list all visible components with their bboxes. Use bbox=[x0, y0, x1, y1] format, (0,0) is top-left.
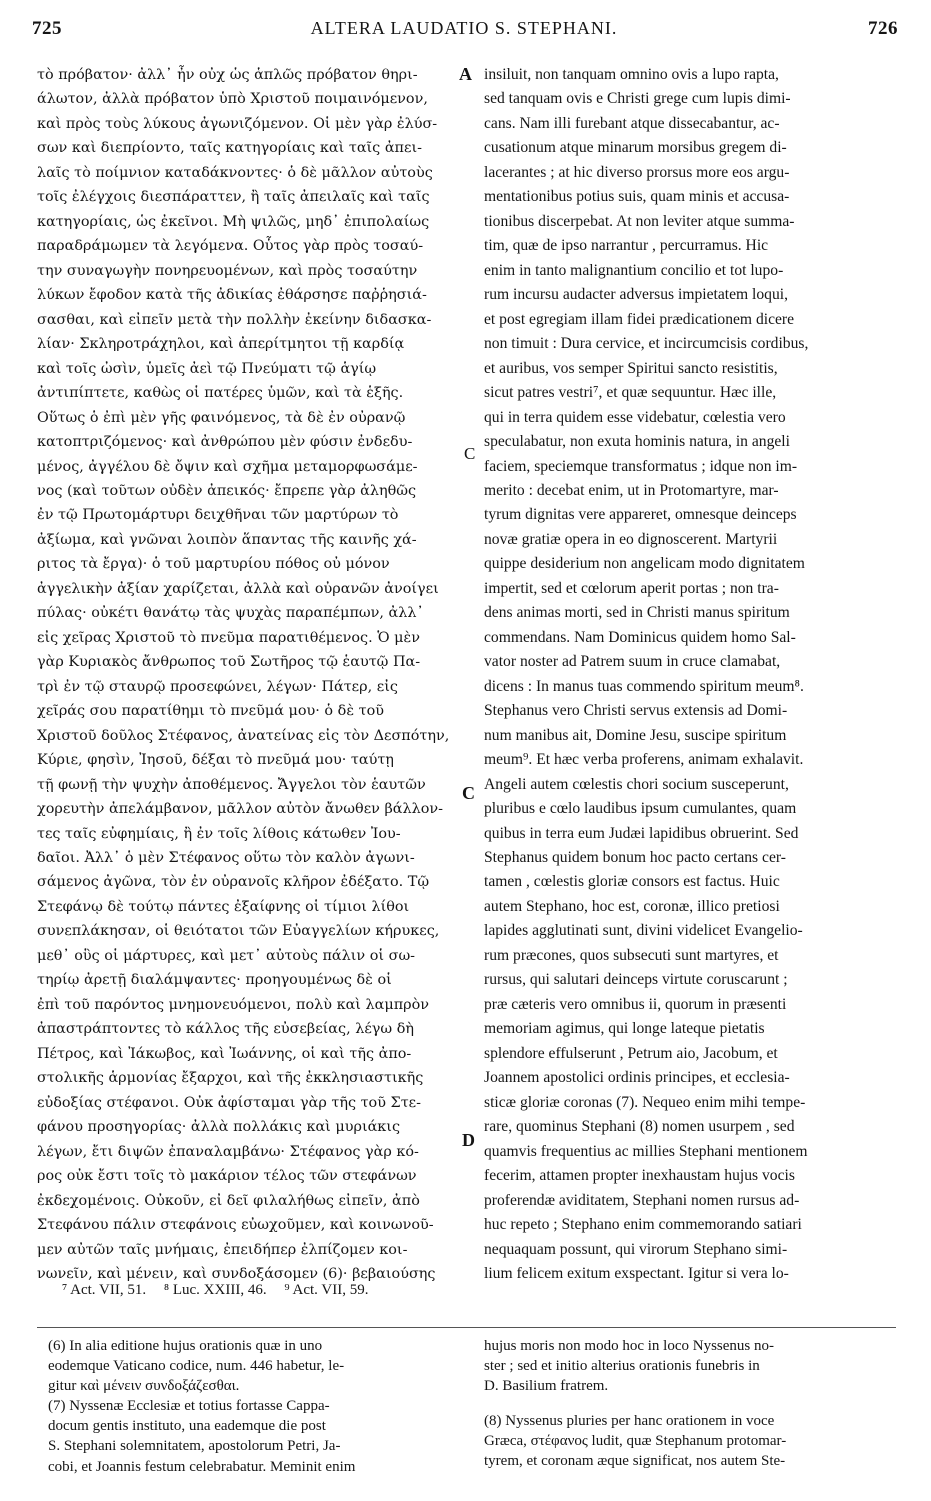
footnotes-right bbox=[484, 1411, 896, 1471]
greek-text-line: παραδράμωμεν τὰ λεγόμενα. Οὗτος γὰρ πρὸς τοσαύ- bbox=[37, 238, 424, 255]
latin-text-line: lium felicem exitum exspectant. Igitur si vera lo- bbox=[484, 1264, 789, 1282]
latin-text-line: rare, quominus Stephani (8) nomen usurpem , sed bbox=[484, 1118, 795, 1136]
greek-text-line: λαῖς τὸ ποίμνιον καταδάκνοντες· ὁ δὲ μᾶλλον αὐτοὺς bbox=[37, 164, 433, 181]
running-title: ALTERA LAUDATIO S. STEPHANI. bbox=[310, 18, 618, 38]
greek-text-line: χεῖράς σου παρατίθημι τὸ πνεῦμά μου· ὁ δὲ τοῦ bbox=[37, 703, 384, 720]
greek-text-line: ἀγγελικὴν ἀξίαν χαρίζεται, ἀλλὰ καὶ οὐρανῶν ἀνοίγει bbox=[37, 580, 439, 597]
latin-text-line: meum⁹. Et hæc verba proferens, animam exhalavit. bbox=[484, 751, 804, 769]
page-number-right: 726 bbox=[868, 18, 898, 39]
greek-text-line: ἐπὶ τοῦ παρόντος μνημονευόμενοι, πολὺ καὶ λαμπρὸν bbox=[37, 996, 430, 1013]
scripture-ref: ⁸ Luc. XXIII, 46. bbox=[163, 1282, 267, 1298]
latin-text-line: lacerantes ; at hic diverso prorsus more eos argu- bbox=[484, 163, 790, 181]
latin-text-line: merito : decebat enim, ut in Protomartyre, mar- bbox=[484, 481, 779, 499]
latin-text-line: insiluit, non tanquam omnino ovis a lupo rapta, bbox=[484, 66, 779, 83]
margin-marker-c-small: C bbox=[464, 444, 476, 463]
greek-text-line: Στεφάνῳ δὲ τούτῳ πάντες ἐξαίφνης οἱ τίμιοι λίθοι bbox=[37, 898, 410, 915]
latin-text-line: præ cæteris vero omnibus ii, quorum in præsenti bbox=[484, 995, 787, 1013]
footnote-line: tyrem, et coronam æque significat, nos autem Ste- bbox=[484, 1453, 786, 1470]
latin-text-line: vator noster ad Patrem suum in cruce clamabat, bbox=[484, 653, 781, 671]
footnote-line: (7) Nyssenæ Ecclesiæ et totius fortasse Cappa- bbox=[48, 1398, 330, 1415]
latin-text-line: rum præcones, quos subsecuti sunt martyres, et bbox=[484, 946, 779, 964]
greek-text-line: σάμενος ἀγῶνα, τὸν ἐν οὐρανοῖς κλῆρον ἐδέξατο. Τῷ bbox=[37, 874, 430, 891]
latin-text-line: Joannem apostolici ordinis principes, et ecclesia- bbox=[484, 1069, 790, 1087]
latin-text-line: quibus in terra eum Judæi lapidibus obruerint. Sed bbox=[484, 824, 799, 842]
latin-text-line: fecerim, attamen propter inexhaustam hujus vocis bbox=[484, 1167, 795, 1185]
latin-text-line: novæ gratiæ opera in eo dignoscerent. Martyrii bbox=[484, 530, 778, 548]
greek-text-line: τρὶ ἐν τῷ σταυρῷ προσεφώνει, λέγων· Πάτερ, εἰς bbox=[37, 678, 398, 695]
footnote-line: S. Stephani solemnitatem, apostolorum Petri, Ja- bbox=[48, 1438, 341, 1455]
greek-text-line: ἀντιπίπτετε, καθὼς οἱ πατέρες ὑμῶν, καὶ τὰ ἑξῆς. bbox=[37, 385, 404, 402]
greek-text-line: κατοπτριζόμενος· καὶ ἀνθρώπου μὲν φύσιν ἐνδεδυ- bbox=[37, 434, 413, 451]
greek-text-line: Οὕτως ὁ ἐπὶ μὲν γῆς φαινόμενος, τὰ δὲ ἐν οὐρανῷ bbox=[37, 409, 406, 426]
latin-text-column bbox=[484, 63, 896, 1286]
greek-text-line: ἐν τῷ Πρωτομάρτυρι δειχθῆναι τῶν μαρτύρων τὸ bbox=[37, 507, 399, 524]
greek-text-line: στολικῆς ἁρμονίας ἔξαρχοι, καὶ τῆς ἐκκλησιαστικῆς bbox=[37, 1070, 424, 1087]
latin-text-line: huc repeto ; Stephano enim commemorando satiari bbox=[484, 1216, 802, 1234]
greek-text-line: ρος οὐκ ἔστι τοῖς τὸ μακάριον τέλος τῶν στεφάνων bbox=[37, 1168, 417, 1185]
latin-text-line: lapides agglutinati sunt, divini videlicet Evangelio- bbox=[484, 922, 803, 940]
greek-text-line: συνεπλάκησαν, οἱ θειότατοι τῶν Εὐαγγελίων κήρυκες, bbox=[37, 923, 440, 940]
greek-text-line: φάνου προσηγορίας· ἀλλὰ πολλάκις καὶ μυριάκις bbox=[37, 1119, 400, 1136]
greek-text-line: τηρίῳ ἀρετῇ διαλάμψαντες· προηγουμένως δὲ οἱ bbox=[37, 972, 392, 989]
greek-text-column bbox=[37, 63, 467, 1286]
greek-text-line: νωνεῖν, καὶ μένειν, καὶ συνδοξάσομεν (6)· βεβαιούσης bbox=[37, 1265, 436, 1282]
latin-text-line: et post egregiam illam fidei prædicationem dicere bbox=[484, 310, 795, 328]
latin-text-line: sed tanquam ovis e Christi grege cum lupis dimi- bbox=[484, 90, 791, 108]
latin-text-line: impertit, sed et cœlorum aperit portas ; non tra- bbox=[484, 579, 779, 597]
latin-text-line: non timuit : Dura cervice, et incircumcisis cordibus, bbox=[484, 335, 809, 353]
latin-text-line: pluribus e cœlo laudibus ipsum cumulantes, quam bbox=[484, 800, 797, 818]
greek-text-line: Στεφάνου πάλιν στεφάνοις εὐωχοῦμεν, καὶ κοινωνοῦ- bbox=[37, 1217, 434, 1234]
greek-text-line: Χριστοῦ δοῦλος Στέφανος, ἀνατείνας εἰς τὸν Δεσπότην, bbox=[37, 727, 450, 744]
greek-text-line: τες ταῖς εὐφημίαις, ἢ ἐν τοῖς λίθοις κάτωθεν Ἰου- bbox=[37, 825, 401, 842]
greek-text-line: άλωτον, ἀλλὰ πρόβατον ὑπὸ Χριστοῦ ποιμαινόμενον, bbox=[37, 91, 428, 108]
latin-text-line: rursus, qui salutari deinceps virtute coruscarunt ; bbox=[484, 971, 788, 989]
latin-text-line: Angeli autem cœlestis chori socium susceperunt, bbox=[484, 775, 789, 793]
greek-text-line: καὶ πρὸς τοὺς λύκους ἀγωνιζόμενον. Οἱ μὲν γὰρ ἐλύσ- bbox=[37, 115, 438, 132]
latin-text-line: splendore effulserunt , Petrum aio, Jacobum, et bbox=[484, 1044, 778, 1062]
greek-text-line: μένος, ἀγγέλου δὲ ὄψιν καὶ σχῆμα μεταμορφωσάμε- bbox=[37, 458, 418, 475]
footnote-line: (8) Nyssenus pluries per hanc orationem in voce bbox=[484, 1413, 775, 1429]
greek-text-line: Πέτρος, καὶ Ἰάκωβος, καὶ Ἰωάννης, οἱ καὶ τῆς ἀπο- bbox=[37, 1045, 412, 1062]
footnotes-right-continuation bbox=[484, 1336, 896, 1396]
footnote-line: docum gentis instituto, una eademque die post bbox=[48, 1418, 326, 1435]
greek-text-line: ἀπαστράπτοντες τὸ κάλλος τῆς εὐσεβείας, λέγω δὴ bbox=[37, 1021, 415, 1038]
scripture-ref: ⁹ Act. VII, 59. bbox=[284, 1282, 369, 1298]
latin-text-line: proferendæ aviditatem, Stephani nomen rursus ad- bbox=[484, 1191, 800, 1209]
greek-text-line: την συναγωγὴν πονηρευομένων, καὶ πρὸς τοσαύτην bbox=[37, 262, 418, 279]
latin-text-line: Stephanus quidem bonum hoc pacto certans cer- bbox=[484, 849, 786, 866]
latin-text-line: dicens : In manus tuas commendo spiritum meum⁸. bbox=[484, 677, 804, 695]
greek-text-line: εἰς χεῖρας Χριστοῦ τὸ πνεῦμα παρατιθέμενος. Ὁ μὲν bbox=[37, 629, 421, 646]
greek-text-line: λέγων, ἔτι διψῶν ἐπαναλαμβάνω· Στέφανος γὰρ κό- bbox=[37, 1143, 419, 1160]
footnote-line: (6) In alia editione hujus orationis quæ in uno bbox=[48, 1338, 323, 1354]
latin-text-line: rum incursu audacter adversus impietatem loqui, bbox=[484, 286, 788, 304]
latin-text-line: num manibus ait, Domine Jesu, suscipe spiritum bbox=[484, 726, 787, 744]
latin-text-line: enim in tanto malignantium concilio et tot lupo- bbox=[484, 261, 784, 279]
latin-text-line: qui in terra quidem esse videbatur, cœlestia vero bbox=[484, 408, 786, 426]
margin-marker-c: C bbox=[462, 783, 475, 803]
latin-text-line: autem Stephano, hoc est, coronæ, illico pretiosi bbox=[484, 897, 780, 915]
greek-text-line: μεν αὐτῶν ταῖς μνήμαις, ἐπειδήπερ ἐλπίζομεν κοι- bbox=[37, 1241, 408, 1258]
greek-text-line: νος (καὶ τοῦτων οὐδὲν ἀπεικός· ἔπρεπε γὰρ ἀληθῶς bbox=[37, 482, 417, 499]
footnote-line: Græca, στέφανος ludit, quæ Stephanum protomar- bbox=[484, 1433, 787, 1450]
scripture-ref: ⁷ Act. VII, 51. bbox=[62, 1282, 147, 1298]
latin-text-line: dens animas morti, sed in Christi manus spiritum bbox=[484, 604, 790, 622]
latin-text-line: commendans. Nam Dominicus quidem homo Sal- bbox=[484, 628, 796, 646]
greek-text-line: καὶ τοῖς ὠσὶν, ὑμεῖς ἀεὶ τῷ Πνεύματι τῷ ἁγίῳ bbox=[37, 360, 377, 377]
latin-text-line: speculabatur, non exuta hominis natura, in angeli bbox=[484, 433, 790, 451]
latin-text-line: sticæ gloriæ coronas (7). Nequeo enim mihi tempe- bbox=[484, 1093, 806, 1111]
latin-text-line: tionibus discerpebat. At non leviter atque summa- bbox=[484, 212, 795, 230]
latin-text-line: quippe desiderium non angelicam modo dignitatem bbox=[484, 555, 805, 573]
margin-marker-a: A bbox=[459, 64, 472, 84]
greek-text-line: δαῖοι. Ἀλλ᾽ ὁ μὲν Στέφανος οὕτω τὸν καλὸν ἀγωνι- bbox=[37, 850, 415, 866]
greek-text-line: μεθ᾽ οὓς οἱ μάρτυρες, καὶ μετ᾽ αὐτοὺς πάλιν οἱ σω- bbox=[37, 947, 416, 964]
greek-text-line: κατηγορίαις, ὡς ἐκεῖνοι. Μὴ ψιλῶς, μηδ᾽ ἐπιπολαίως bbox=[37, 213, 430, 230]
footnote-line: hujus moris non modo hoc in loco Nyssenus no- bbox=[484, 1338, 774, 1354]
greek-text-line: πύλας· οὐκέτι θανάτῳ τὰς ψυχὰς παραπέμπων, ἀλλ᾽ bbox=[37, 605, 424, 622]
greek-text-line: ἀξίωμα, καὶ γνῶναι λοιπὸν ἅπαντας τῆς καινῆς χά- bbox=[37, 531, 417, 548]
latin-text-line: sicut patres vestri⁷, et quæ sequuntur. Hæc ille, bbox=[484, 384, 777, 402]
latin-text-line: mentationibus potius suis, quam minis et accusa- bbox=[484, 188, 790, 206]
latin-text-line: et auribus, vos semper Spiritui sancto resistitis, bbox=[484, 359, 778, 377]
latin-text-line: tim, quæ de ipso narrantur , percurramus. Hic bbox=[484, 237, 769, 255]
footnote-line: ster ; sed et initio alterius orationis funebris in bbox=[484, 1358, 760, 1375]
scripture-references bbox=[62, 1282, 382, 1299]
latin-text-line: Stephanus vero Christi servus extensis ad Domi- bbox=[484, 702, 788, 720]
greek-text-line: σων καὶ διεπρίοντο, ταῖς κατηγορίαις καὶ ταῖς ἀπει- bbox=[37, 140, 422, 157]
latin-text-line: faciem, speciemque transformatus ; idque non im- bbox=[484, 457, 798, 475]
footnote-line: eodemque Vaticano codice, num. 446 habetur, le- bbox=[48, 1358, 345, 1375]
footnote-line: D. Basilium fratrem. bbox=[484, 1378, 609, 1395]
greek-text-line: γὰρ Κυριακὸς ἄνθρωπος τοῦ Σωτῆρος τῷ ἑαυτῷ Πα- bbox=[37, 654, 421, 671]
footnote-divider bbox=[37, 1327, 896, 1328]
latin-text-line: memoriam agimus, qui longe lateque pietatis bbox=[484, 1020, 765, 1038]
greek-text-line: χορευτὴν ἀπελάμβανον, μᾶλλον αὐτὸν ἄνωθεν βάλλον- bbox=[37, 801, 444, 818]
latin-text-line: nequaquam possunt, qui virorum Stephano simi- bbox=[484, 1240, 788, 1258]
greek-text-line: Κύριε, φησὶν, Ἰησοῦ, δέξαι τὸ πνεῦμά μου· ταύτῃ bbox=[37, 752, 394, 769]
greek-text-line: λίαν· Σκληροτράχηλοι, καὶ ἀπερίτμητοι τῇ καρδίᾳ bbox=[37, 336, 405, 353]
margin-marker-d: D bbox=[462, 1130, 475, 1150]
latin-text-line: tamen , cœlestis gloriæ consors est factus. Huic bbox=[484, 873, 780, 891]
latin-text-line: quamvis frequentius ac millies Stephani mentionem bbox=[484, 1142, 808, 1160]
footnotes-left bbox=[48, 1336, 468, 1477]
greek-text-line: λύκων ἔφοδον κατὰ τῆς ἀδικίας ἐθάρσησε παῤῥησιά- bbox=[37, 287, 427, 304]
greek-text-line: ριτος τὰ ἔργα)· ὁ τοῦ μαρτυρίου πόθος οὐ μόνον bbox=[37, 556, 390, 573]
greek-text-line: τὸ πρόβατον· ἀλλ᾽ ἦν οὐχ ὡς ἁπλῶς πρόβατον θηρι- bbox=[37, 67, 418, 83]
greek-text-line: σασθαι, καὶ εἰπεῖν μετὰ τὴν πολλὴν ἐκείνην διδασκα- bbox=[37, 311, 432, 328]
greek-text-line: εὐδοξίας στέφανοι. Οὐκ ἀφίσταμαι γὰρ τῆς τοῦ Στε- bbox=[37, 1094, 422, 1111]
greek-text-line: ἐκδεχομένοις. Οὐκοῦν, εἰ δεῖ φιλαλήθως εἰπεῖν, ἀπὸ bbox=[37, 1192, 420, 1209]
page-header bbox=[30, 8, 898, 48]
latin-text-line: cusationum atque minarum morsibus gregem di- bbox=[484, 139, 787, 157]
greek-text-line: τῇ φωνῇ τὴν ψυχὴν ἀποθέμενος. Ἄγγελοι τὸν ἑαυτῶν bbox=[37, 776, 426, 793]
latin-text-line: tyrum dignitas vere appareret, omnesque deinceps bbox=[484, 506, 797, 524]
footnote-line: gitur καὶ μένειν συνδοξάζεσθαι. bbox=[48, 1378, 240, 1395]
greek-text-line: τοῖς ἐλέγχοις διεσπάραττεν, ἢ ταῖς ἀπειλαῖς καὶ ταῖς bbox=[37, 189, 430, 206]
page-number-left: 725 bbox=[32, 18, 62, 39]
footnote-line: cobi, et Joannis festum celebrabatur. Meminit enim bbox=[48, 1458, 356, 1475]
latin-text-line: cans. Nam illi furebant atque dissecabantur, ac- bbox=[484, 114, 780, 132]
